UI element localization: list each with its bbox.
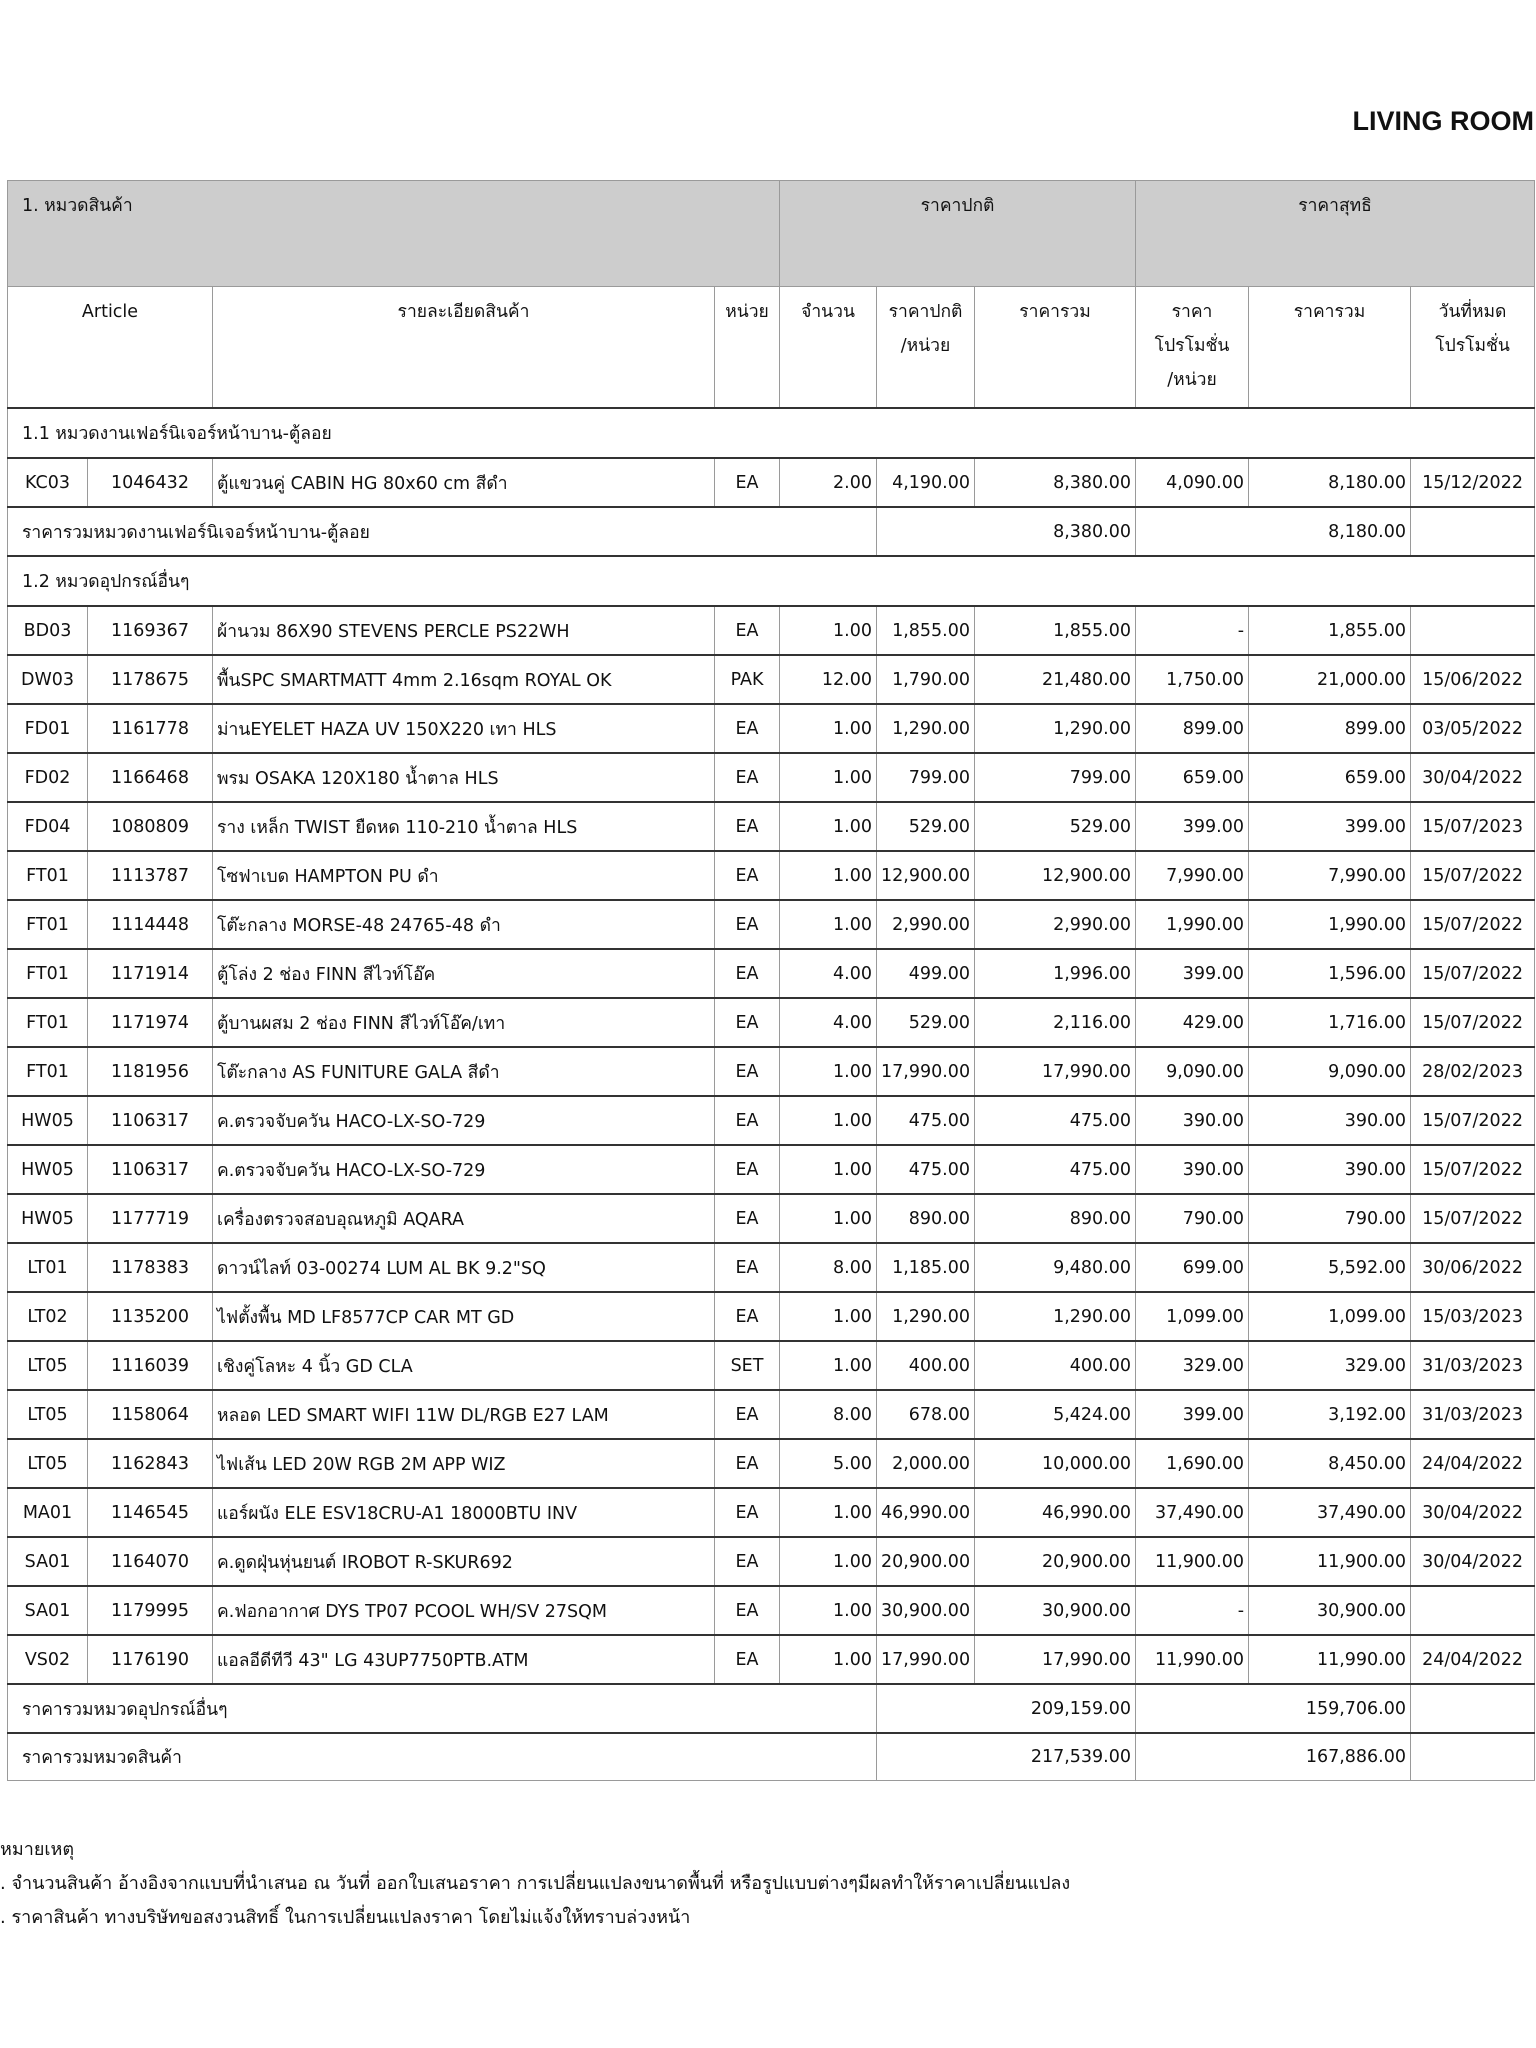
col-promo-l1: ราคา (1171, 302, 1213, 322)
item-net-total: 5,592.00 (1249, 1243, 1411, 1292)
item-net-total: 1,716.00 (1249, 998, 1411, 1047)
table-row (8, 1586, 1535, 1635)
item-article: 1135200 (88, 1292, 213, 1341)
item-promo-price: - (1136, 606, 1249, 655)
col-unit-price (877, 287, 975, 409)
item-article: 1169367 (88, 606, 213, 655)
item-article: 1171914 (88, 949, 213, 998)
item-promo-end: 31/03/2023 (1411, 1341, 1535, 1390)
item-qty: 8.00 (780, 1390, 877, 1439)
section-1-title-row (8, 408, 1535, 458)
item-unit-price: 4,190.00 (877, 458, 975, 507)
notes (0, 1833, 1536, 1928)
item-promo-price: 1,099.00 (1136, 1292, 1249, 1341)
item-article: 1080809 (88, 802, 213, 851)
item-promo-end: 30/04/2022 (1411, 1537, 1535, 1586)
section-2-title: 1.2 หมวดอุปกรณ์อื่นๆ (8, 556, 1535, 606)
item-promo-end: 15/12/2022 (1411, 458, 1535, 507)
item-unit: EA (715, 606, 780, 655)
item-unit-price: 1,855.00 (877, 606, 975, 655)
item-total: 17,990.00 (975, 1635, 1136, 1684)
item-promo-price: 1,690.00 (1136, 1439, 1249, 1488)
section-1-title: 1.1 หมวดงานเฟอร์นิเจอร์หน้าบาน-ตู้ลอย (8, 408, 1535, 458)
table-row (8, 1537, 1535, 1586)
item-promo-end: 15/07/2022 (1411, 1145, 1535, 1194)
item-unit: EA (715, 1243, 780, 1292)
item-promo-end: 30/04/2022 (1411, 753, 1535, 802)
item-promo-price: 7,990.00 (1136, 851, 1249, 900)
item-promo-end: 31/03/2023 (1411, 1390, 1535, 1439)
item-net-total: 1,855.00 (1249, 606, 1411, 655)
item-code: FT01 (8, 900, 88, 949)
item-promo-end: 03/05/2022 (1411, 704, 1535, 753)
item-detail: ราง เหล็ก TWIST ยืดหด 110-210 น้ำตาล HLS (213, 802, 715, 851)
item-net-total: 390.00 (1249, 1096, 1411, 1145)
item-article: 1146545 (88, 1488, 213, 1537)
item-detail: หลอด LED SMART WIFI 11W DL/RGB E27 LAM (213, 1390, 715, 1439)
item-code: LT05 (8, 1341, 88, 1390)
item-unit: EA (715, 704, 780, 753)
item-qty: 1.00 (780, 1047, 877, 1096)
item-code: FT01 (8, 949, 88, 998)
col-end-l2: โปรโมชั่น (1435, 336, 1510, 356)
item-unit-price: 46,990.00 (877, 1488, 975, 1537)
notes-line-2: . ราคาสินค้า ทางบริษัทขอสงวนสิทธิ์ ในการเปลี่ยนแปลงราคา โดยไม่แจ้งให้ทราบล่วงหน้า (0, 1907, 691, 1928)
item-article: 1046432 (88, 458, 213, 507)
item-detail: โซฟาเบด HAMPTON PU ดำ (213, 851, 715, 900)
item-promo-price: 390.00 (1136, 1096, 1249, 1145)
item-code: LT05 (8, 1390, 88, 1439)
table-row (8, 655, 1535, 704)
grand-total-empty (1411, 1733, 1535, 1781)
item-detail: แอร์ผนัง ELE ESV18CRU-A1 18000BTU INV (213, 1488, 715, 1537)
item-detail: เชิงคู่โลหะ 4 นิ้ว GD CLA (213, 1341, 715, 1390)
item-promo-price: 399.00 (1136, 802, 1249, 851)
item-code: SA01 (8, 1586, 88, 1635)
item-total: 475.00 (975, 1145, 1136, 1194)
item-promo-end: 15/07/2022 (1411, 851, 1535, 900)
item-qty: 1.00 (780, 1537, 877, 1586)
group-header-row (8, 181, 1535, 287)
item-promo-end: 15/06/2022 (1411, 655, 1535, 704)
table-row (8, 704, 1535, 753)
item-qty: 1.00 (780, 1341, 877, 1390)
item-unit-price: 17,990.00 (877, 1047, 975, 1096)
item-unit-price: 2,990.00 (877, 900, 975, 949)
item-code: HW05 (8, 1145, 88, 1194)
col-promo-l3: /หน่วย (1167, 370, 1217, 390)
grand-total-label: ราคารวมหมวดสินค้า (8, 1733, 877, 1781)
section-1-subtotal-label: ราคารวมหมวดงานเฟอร์นิเจอร์หน้าบาน-ตู้ลอย (8, 507, 877, 556)
table-row (8, 1439, 1535, 1488)
item-unit: EA (715, 1635, 780, 1684)
item-promo-end: 30/04/2022 (1411, 1488, 1535, 1537)
item-promo-price: 4,090.00 (1136, 458, 1249, 507)
item-unit: EA (715, 1537, 780, 1586)
table-row (8, 1635, 1535, 1684)
item-article: 1161778 (88, 704, 213, 753)
item-promo-end (1411, 1586, 1535, 1635)
item-qty: 1.00 (780, 753, 877, 802)
item-promo-price: 899.00 (1136, 704, 1249, 753)
item-detail: ตู้โล่ง 2 ช่อง FINN สีไวท์โอ๊ค (213, 949, 715, 998)
item-net-total: 329.00 (1249, 1341, 1411, 1390)
item-unit: EA (715, 1390, 780, 1439)
item-unit: PAK (715, 655, 780, 704)
item-unit-price: 499.00 (877, 949, 975, 998)
item-qty: 1.00 (780, 1194, 877, 1243)
col-qty: จำนวน (780, 287, 877, 409)
item-promo-price: 399.00 (1136, 1390, 1249, 1439)
item-code: FD02 (8, 753, 88, 802)
col-unit-price-l1: ราคาปกติ (888, 302, 963, 322)
item-net-total: 11,900.00 (1249, 1537, 1411, 1586)
item-total: 475.00 (975, 1096, 1136, 1145)
table-row (8, 753, 1535, 802)
item-promo-price: - (1136, 1586, 1249, 1635)
item-unit: EA (715, 1488, 780, 1537)
item-detail: ไฟตั้งพื้น MD LF8577CP CAR MT GD (213, 1292, 715, 1341)
item-code: HW05 (8, 1096, 88, 1145)
col-unit-price-l2: /หน่วย (900, 336, 951, 356)
item-unit: EA (715, 458, 780, 507)
table-row (8, 1488, 1535, 1537)
net-price-heading: ราคาสุทธิ (1136, 181, 1535, 287)
item-unit-price: 890.00 (877, 1194, 975, 1243)
table-row (8, 900, 1535, 949)
item-net-total: 8,180.00 (1249, 458, 1411, 507)
item-detail: ค.ฟอกอากาศ DYS TP07 PCOOL WH/SV 27SQM (213, 1586, 715, 1635)
item-unit-price: 529.00 (877, 998, 975, 1047)
item-qty: 1.00 (780, 900, 877, 949)
item-promo-price: 1,750.00 (1136, 655, 1249, 704)
item-article: 1166468 (88, 753, 213, 802)
notes-line-1: . จำนวนสินค้า อ้างอิงจากแบบที่นำเสนอ ณ วันที่ ออกใบเสนอราคา การเปลี่ยนแปลงขนาดพื้นที่ หรือรูปแบบต่างๆมีผลทำให้ราคาเปลี่ยนแปลง (0, 1873, 1071, 1894)
item-article: 1106317 (88, 1096, 213, 1145)
item-total: 799.00 (975, 753, 1136, 802)
table-row (8, 949, 1535, 998)
item-detail: ค.ดูดฝุ่นหุ่นยนต์ IROBOT R-SKUR692 (213, 1537, 715, 1586)
item-promo-end: 15/07/2023 (1411, 802, 1535, 851)
item-promo-price: 37,490.00 (1136, 1488, 1249, 1537)
item-unit: EA (715, 1096, 780, 1145)
item-qty: 4.00 (780, 998, 877, 1047)
item-promo-price: 390.00 (1136, 1145, 1249, 1194)
item-unit-price: 1,185.00 (877, 1243, 975, 1292)
item-promo-price: 659.00 (1136, 753, 1249, 802)
item-unit: EA (715, 802, 780, 851)
item-article: 1181956 (88, 1047, 213, 1096)
item-total: 20,900.00 (975, 1537, 1136, 1586)
item-qty: 1.00 (780, 1096, 877, 1145)
item-code: FT01 (8, 1047, 88, 1096)
item-code: HW05 (8, 1194, 88, 1243)
section-1-subtotal-net: 8,180.00 (1136, 507, 1411, 556)
item-qty: 4.00 (780, 949, 877, 998)
col-article: Article (8, 287, 213, 409)
item-detail: พื้นSPC SMARTMATT 4mm 2.16sqm ROYAL OK (213, 655, 715, 704)
section-2-subtotal-empty (1411, 1684, 1535, 1733)
item-net-total: 659.00 (1249, 753, 1411, 802)
item-code: LT01 (8, 1243, 88, 1292)
normal-price-heading: ราคาปกติ (780, 181, 1136, 287)
item-total: 529.00 (975, 802, 1136, 851)
item-unit: EA (715, 1194, 780, 1243)
item-qty: 2.00 (780, 458, 877, 507)
section-1-subtotal-row (8, 507, 1535, 556)
item-net-total: 8,450.00 (1249, 1439, 1411, 1488)
table-row (8, 1292, 1535, 1341)
item-total: 890.00 (975, 1194, 1136, 1243)
item-qty: 5.00 (780, 1439, 877, 1488)
item-code: LT02 (8, 1292, 88, 1341)
item-total: 1,996.00 (975, 949, 1136, 998)
item-unit: EA (715, 949, 780, 998)
col-total: ราคารวม (975, 287, 1136, 409)
table-row (8, 606, 1535, 655)
grand-total-row (8, 1733, 1535, 1781)
item-promo-end: 28/02/2023 (1411, 1047, 1535, 1096)
table-row (8, 458, 1535, 507)
item-code: LT05 (8, 1439, 88, 1488)
item-article: 1113787 (88, 851, 213, 900)
item-qty: 1.00 (780, 1292, 877, 1341)
item-code: VS02 (8, 1635, 88, 1684)
item-unit: EA (715, 1047, 780, 1096)
item-total: 2,116.00 (975, 998, 1136, 1047)
item-promo-end: 24/04/2022 (1411, 1635, 1535, 1684)
item-detail: ตู้แขวนคู่ CABIN HG 80x60 cm สีดำ (213, 458, 715, 507)
item-total: 1,855.00 (975, 606, 1136, 655)
col-unit: หน่วย (715, 287, 780, 409)
table-row (8, 1390, 1535, 1439)
item-promo-price: 11,900.00 (1136, 1537, 1249, 1586)
page-title: LIVING ROOM (1352, 106, 1534, 136)
item-qty: 1.00 (780, 802, 877, 851)
item-total: 400.00 (975, 1341, 1136, 1390)
item-unit-price: 17,990.00 (877, 1635, 975, 1684)
table-row (8, 1243, 1535, 1292)
item-net-total: 11,990.00 (1249, 1635, 1411, 1684)
column-header-row (8, 287, 1535, 409)
item-code: DW03 (8, 655, 88, 704)
category-heading: 1. หมวดสินค้า (8, 181, 780, 287)
section-1-subtotal-empty (1411, 507, 1535, 556)
item-promo-end: 15/03/2023 (1411, 1292, 1535, 1341)
section-2-subtotal-label: ราคารวมหมวดอุปกรณ์อื่นๆ (8, 1684, 877, 1733)
item-promo-end: 30/06/2022 (1411, 1243, 1535, 1292)
item-total: 5,424.00 (975, 1390, 1136, 1439)
item-promo-price: 429.00 (1136, 998, 1249, 1047)
item-code: FD01 (8, 704, 88, 753)
item-code: MA01 (8, 1488, 88, 1537)
item-article: 1178675 (88, 655, 213, 704)
item-unit-price: 30,900.00 (877, 1586, 975, 1635)
table-row (8, 1096, 1535, 1145)
item-detail: ผ้านวม 86X90 STEVENS PERCLE PS22WH (213, 606, 715, 655)
item-net-total: 9,090.00 (1249, 1047, 1411, 1096)
item-total: 2,990.00 (975, 900, 1136, 949)
table-row (8, 998, 1535, 1047)
item-net-total: 1,596.00 (1249, 949, 1411, 998)
item-total: 10,000.00 (975, 1439, 1136, 1488)
table-row (8, 1341, 1535, 1390)
item-article: 1171974 (88, 998, 213, 1047)
item-qty: 1.00 (780, 1586, 877, 1635)
col-promo-l2: โปรโมชั่น (1154, 336, 1230, 356)
item-unit-price: 475.00 (877, 1096, 975, 1145)
item-qty: 1.00 (780, 606, 877, 655)
section-2-subtotal-net: 159,706.00 (1136, 1684, 1411, 1733)
table-row (8, 1194, 1535, 1243)
item-unit-price: 12,900.00 (877, 851, 975, 900)
item-promo-price: 329.00 (1136, 1341, 1249, 1390)
item-total: 12,900.00 (975, 851, 1136, 900)
item-unit: EA (715, 753, 780, 802)
item-unit-price: 1,290.00 (877, 1292, 975, 1341)
item-detail: ไฟเส้น LED 20W RGB 2M APP WIZ (213, 1439, 715, 1488)
item-promo-price: 1,990.00 (1136, 900, 1249, 949)
item-net-total: 390.00 (1249, 1145, 1411, 1194)
item-net-total: 1,099.00 (1249, 1292, 1411, 1341)
item-unit-price: 799.00 (877, 753, 975, 802)
section-2-subtotal-row (8, 1684, 1535, 1733)
item-code: FT01 (8, 998, 88, 1047)
item-detail: พรม OSAKA 120X180 น้ำตาล HLS (213, 753, 715, 802)
item-article: 1162843 (88, 1439, 213, 1488)
item-net-total: 899.00 (1249, 704, 1411, 753)
item-qty: 12.00 (780, 655, 877, 704)
item-total: 8,380.00 (975, 458, 1136, 507)
item-total: 17,990.00 (975, 1047, 1136, 1096)
item-unit-price: 400.00 (877, 1341, 975, 1390)
item-unit: EA (715, 1292, 780, 1341)
item-unit: SET (715, 1341, 780, 1390)
item-article: 1176190 (88, 1635, 213, 1684)
item-code: KC03 (8, 458, 88, 507)
item-article: 1106317 (88, 1145, 213, 1194)
item-net-total: 30,900.00 (1249, 1586, 1411, 1635)
item-detail: ดาวน์ไลท์ 03-00274 LUM AL BK 9.2"SQ (213, 1243, 715, 1292)
item-code: FD04 (8, 802, 88, 851)
item-article: 1116039 (88, 1341, 213, 1390)
item-unit-price: 678.00 (877, 1390, 975, 1439)
item-unit: EA (715, 851, 780, 900)
item-unit-price: 2,000.00 (877, 1439, 975, 1488)
col-detail: รายละเอียดสินค้า (213, 287, 715, 409)
table-row (8, 802, 1535, 851)
notes-title: หมายเหตุ (0, 1839, 75, 1860)
item-qty: 1.00 (780, 1488, 877, 1537)
quote-table (7, 180, 1535, 1781)
item-total: 1,290.00 (975, 704, 1136, 753)
item-unit-price: 1,290.00 (877, 704, 975, 753)
item-promo-price: 790.00 (1136, 1194, 1249, 1243)
item-net-total: 3,192.00 (1249, 1390, 1411, 1439)
item-promo-price: 699.00 (1136, 1243, 1249, 1292)
item-article: 1114448 (88, 900, 213, 949)
item-qty: 1.00 (780, 1635, 877, 1684)
item-unit: EA (715, 1145, 780, 1194)
col-promo-end (1411, 287, 1535, 409)
item-promo-price: 399.00 (1136, 949, 1249, 998)
item-total: 21,480.00 (975, 655, 1136, 704)
item-detail: เครื่องตรวจสอบอุณหภูมิ AQARA (213, 1194, 715, 1243)
item-total: 30,900.00 (975, 1586, 1136, 1635)
item-net-total: 7,990.00 (1249, 851, 1411, 900)
item-code: FT01 (8, 851, 88, 900)
item-net-total: 790.00 (1249, 1194, 1411, 1243)
item-total: 9,480.00 (975, 1243, 1136, 1292)
item-net-total: 399.00 (1249, 802, 1411, 851)
item-detail: ม่านEYELET HAZA UV 150X220 เทา HLS (213, 704, 715, 753)
item-detail: โต๊ะกลาง MORSE-48 24765-48 ดำ (213, 900, 715, 949)
item-qty: 1.00 (780, 704, 877, 753)
item-qty: 1.00 (780, 1145, 877, 1194)
item-detail: ตู้บานผสม 2 ช่อง FINN สีไวท์โอ๊ค/เทา (213, 998, 715, 1047)
item-code: SA01 (8, 1537, 88, 1586)
item-total: 46,990.00 (975, 1488, 1136, 1537)
item-unit-price: 475.00 (877, 1145, 975, 1194)
item-qty: 1.00 (780, 851, 877, 900)
section-2-title-row (8, 556, 1535, 606)
item-promo-end: 15/07/2022 (1411, 1194, 1535, 1243)
table-row (8, 1047, 1535, 1096)
table-row (8, 1145, 1535, 1194)
item-promo-price: 9,090.00 (1136, 1047, 1249, 1096)
col-net-total: ราคารวม (1249, 287, 1411, 409)
item-detail: แอลอีดีทีวี 43" LG 43UP7750PTB.ATM (213, 1635, 715, 1684)
col-promo-price (1136, 287, 1249, 409)
item-unit: EA (715, 1586, 780, 1635)
item-article: 1179995 (88, 1586, 213, 1635)
col-end-l1: วันที่หมด (1438, 302, 1507, 322)
item-total: 1,290.00 (975, 1292, 1136, 1341)
item-detail: ค.ตรวจจับควัน HACO-LX-SO-729 (213, 1096, 715, 1145)
item-net-total: 21,000.00 (1249, 655, 1411, 704)
item-unit-price: 1,790.00 (877, 655, 975, 704)
section-2-subtotal-normal: 209,159.00 (877, 1684, 1136, 1733)
item-promo-price: 11,990.00 (1136, 1635, 1249, 1684)
item-promo-end: 15/07/2022 (1411, 1096, 1535, 1145)
item-unit: EA (715, 900, 780, 949)
item-detail: โต๊ะกลาง AS FUNITURE GALA สีดำ (213, 1047, 715, 1096)
item-promo-end (1411, 606, 1535, 655)
section-1-subtotal-normal: 8,380.00 (877, 507, 1136, 556)
item-article: 1178383 (88, 1243, 213, 1292)
item-promo-end: 15/07/2022 (1411, 998, 1535, 1047)
item-net-total: 37,490.00 (1249, 1488, 1411, 1537)
item-code: BD03 (8, 606, 88, 655)
item-detail: ค.ตรวจจับควัน HACO-LX-SO-729 (213, 1145, 715, 1194)
item-unit-price: 20,900.00 (877, 1537, 975, 1586)
item-unit: EA (715, 998, 780, 1047)
item-article: 1158064 (88, 1390, 213, 1439)
item-unit: EA (715, 1439, 780, 1488)
item-qty: 8.00 (780, 1243, 877, 1292)
table-row (8, 851, 1535, 900)
item-unit-price: 529.00 (877, 802, 975, 851)
item-article: 1177719 (88, 1194, 213, 1243)
item-article: 1164070 (88, 1537, 213, 1586)
item-promo-end: 24/04/2022 (1411, 1439, 1535, 1488)
item-net-total: 1,990.00 (1249, 900, 1411, 949)
grand-total-normal: 217,539.00 (877, 1733, 1136, 1781)
grand-total-net: 167,886.00 (1136, 1733, 1411, 1781)
item-promo-end: 15/07/2022 (1411, 900, 1535, 949)
item-promo-end: 15/07/2022 (1411, 949, 1535, 998)
